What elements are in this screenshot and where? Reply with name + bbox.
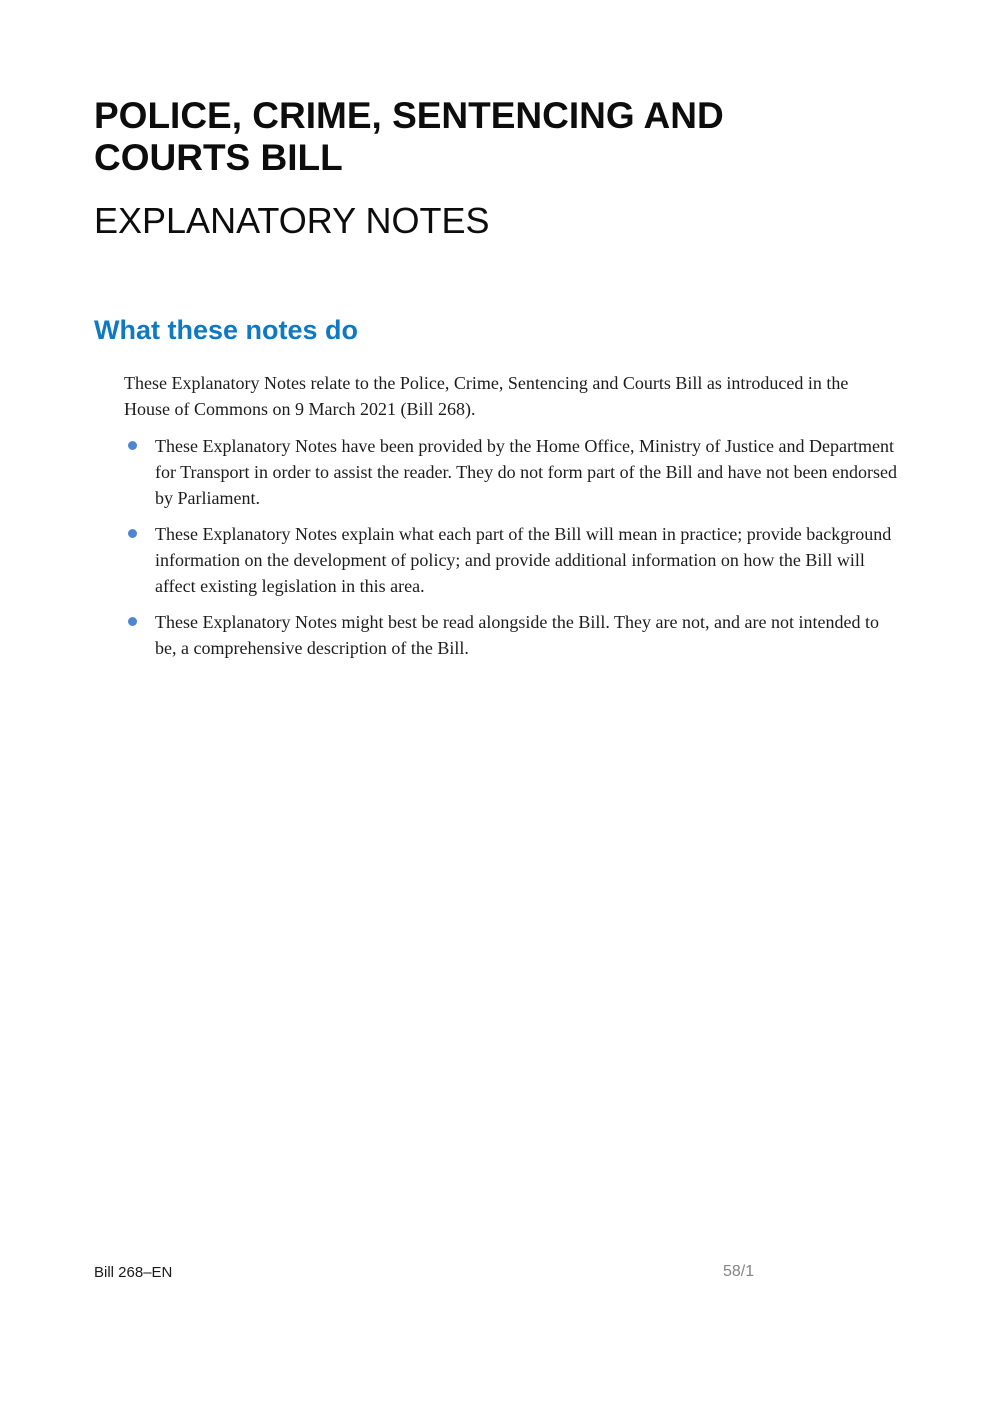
bullet-text: These Explanatory Notes might best be read alongside the Bill. They are not, and are not intended to be, a comprehensive description of the Bill.: [155, 612, 879, 658]
bullet-item: [128, 521, 991, 599]
doc-subtitle: EXPLANATORY NOTES: [94, 200, 490, 241]
intro-paragraph: These Explanatory Notes relate to the Police, Crime, Sentencing and Courts Bill as introduced in the House of Commons on 9 March 2021 (Bill 268).: [124, 373, 849, 419]
bullet-text: These Explanatory Notes have been provided by the Home Office, Ministry of Justice and Department for Transport in order to assist the reader. They do not form part of the Bill and have not been endorsed by Parliament.: [155, 436, 897, 508]
bill-title: POLICE, CRIME, SENTENCING AND COURTS BILL: [94, 95, 724, 178]
section-heading: What these notes do: [94, 315, 359, 345]
bullet-list: [128, 433, 991, 661]
bullet-item: [128, 609, 991, 661]
bullet-item: [128, 433, 991, 511]
bullet-dot-icon: [128, 617, 137, 626]
bullet-dot-icon: [128, 441, 137, 450]
bill-reference: Bill 268–EN: [94, 1264, 173, 1281]
session-page-number: 58/1: [723, 1263, 755, 1280]
bullet-text: These Explanatory Notes explain what each part of the Bill will mean in practice; provide background information on the development of policy; and provide additional information on how the Bill will affect existing legislation in this area.: [155, 524, 892, 596]
bullet-dot-icon: [128, 529, 137, 538]
